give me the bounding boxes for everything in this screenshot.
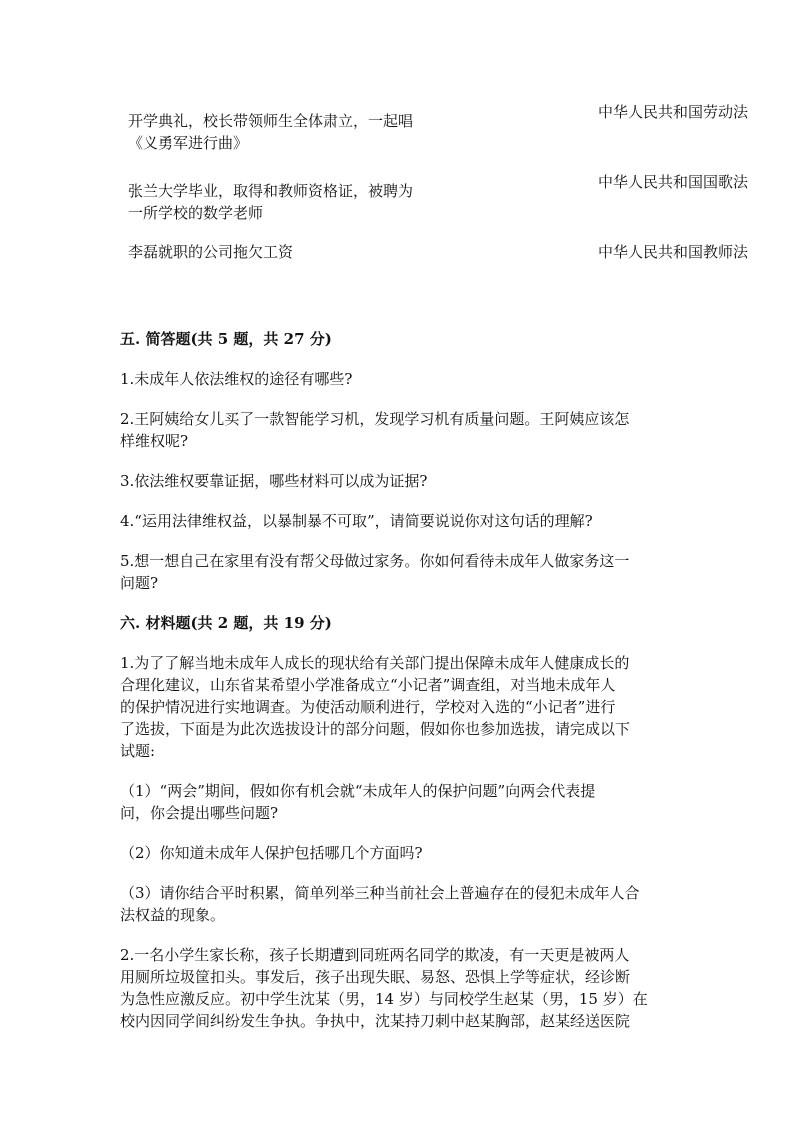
text-line: 为急性应激反应。初中学生沈某（男，14 岁）与同校学生赵某（男，15 岁）在	[120, 990, 648, 1008]
main-content	[120, 318, 680, 1050]
text-line: 一所学校的数学老师	[128, 204, 264, 222]
text-line: 校内因同学间纠纷发生争执。争执中，沈某持刀刺中赵某胸部，赵某经送医院	[120, 1012, 631, 1030]
text-line: 2.一名小学生家长称，孩子长期遭到同班两名同学的欺凌，有一天更是被两人	[120, 946, 630, 964]
match-left-item-2	[128, 180, 458, 224]
text-line: 1.未成年人依法维权的途径有哪些?	[120, 370, 353, 388]
text-line: 李磊就职的公司拖欠工资	[128, 243, 294, 261]
text-line: 《义勇军进行曲》	[128, 134, 249, 152]
text-line: 了选拔，下面是为此次选拔设计的部分问题，假如你也参加选拔，请完成以下	[120, 720, 631, 738]
material-subquestion-3	[120, 882, 680, 926]
text-line: 问题?	[120, 574, 159, 592]
text-line: 3.依法维权要靠证据，哪些材料可以成为证据?	[120, 472, 428, 490]
match-right-item-1: 中华人民共和国劳动法	[598, 103, 749, 121]
text-line: 2.王阿姨给女儿买了一款智能学习机，发现学习机有质量问题。王阿姨应该怎	[120, 410, 630, 428]
text-line: 试题:	[120, 742, 156, 760]
match-left-item-3	[128, 241, 458, 263]
short-answer-question-5	[120, 550, 680, 594]
short-answer-question-3	[120, 470, 680, 492]
material-question-1	[120, 652, 680, 762]
material-question-2	[120, 944, 680, 1032]
text-line: 用厕所垃圾筐扣头。事发后，孩子出现失眠、易怒、恐惧上学等症状，经诊断	[120, 968, 631, 986]
material-subquestion-2	[120, 842, 680, 864]
match-left-item-1	[128, 110, 458, 154]
material-subquestion-1	[120, 780, 680, 824]
text-line: 法权益的现象。	[120, 906, 226, 924]
match-right-item-2: 中华人民共和国国歌法	[598, 173, 749, 191]
section-5-title: 五. 简答题(共 5 题，共 27 分)	[120, 330, 332, 348]
text-line: （1）“两会”期间，假如你有机会就“未成年人的保护问题”向两会代表提	[120, 782, 596, 800]
text-line: 问，你会提出哪些问题?	[120, 804, 279, 822]
text-line: （3）请你结合平时积累，简单列举三种当前社会上普遍存在的侵犯未成年人合	[120, 884, 640, 902]
text-line: 开学典礼，校长带领师生全体肃立，一起唱	[128, 112, 414, 130]
text-line: 合理化建议，山东省某希望小学准备成立“小记者”调查组，对当地未成年人	[120, 676, 616, 694]
text-line: 样维权呢?	[120, 432, 189, 450]
text-line: 的保护情况进行实地调查。为使活动顺利进行，学校对入选的“小记者”进行	[120, 698, 616, 716]
match-right-item-3: 中华人民共和国教师法	[598, 243, 749, 261]
section-6-title: 六. 材料题(共 2 题，共 19 分)	[120, 614, 332, 632]
text-line: 4.“运用法律维权益，以暴制暴不可取”，请简要说说你对这句话的理解?	[120, 512, 593, 530]
text-line: 1.为了了解当地未成年人成长的现状给有关部门提出保障未成年人健康成长的	[120, 654, 630, 672]
text-line: 5.想一想自己在家里有没有帮父母做过家务。你如何看待未成年人做家务这一	[120, 552, 630, 570]
short-answer-question-1	[120, 368, 680, 390]
short-answer-question-2	[120, 408, 680, 452]
short-answer-question-4	[120, 510, 680, 532]
text-line: 张兰大学毕业，取得和教师资格证，被聘为	[128, 182, 414, 200]
text-line: （2）你知道未成年人保护包括哪几个方面吗?	[120, 844, 423, 862]
